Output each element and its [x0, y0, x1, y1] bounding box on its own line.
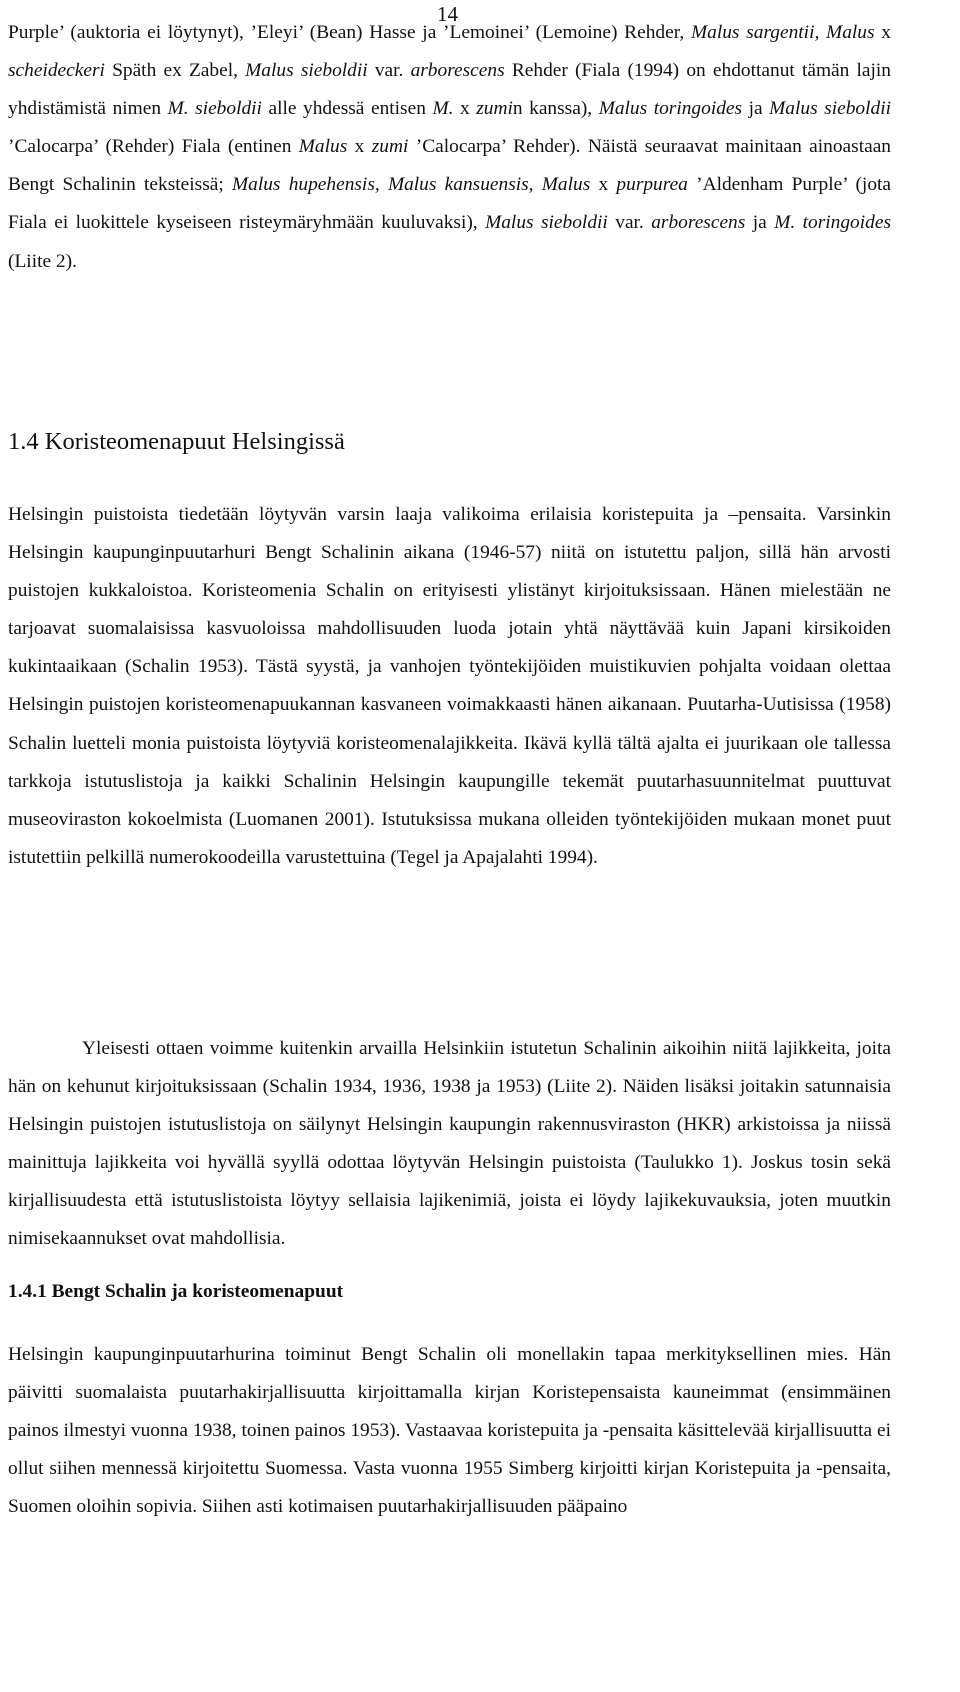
section-1-4-paragraph-2: Yleisesti ottaen voimme kuitenkin arvailla Helsinkiin istutetun Schalinin aikoihin niitä lajikkeita, joita hän on kehunut kirjoituksissaan (Schalin 1934, 1936, 1938 ja 1953) (Liite 2). Näiden lisäksi joitakin satunnaisia Helsingin puistojen istutuslistoja on säilynyt Helsingin kaupungin rakennusviraston (HKR) arkistoissa ja niissä mainittuja lajikkeita voi hyvällä syyllä odottaa löytyvän Helsingin puistoista (Taulukko 1). Joskus tosin sekä kirjallisuudesta että istutuslistoista löytyy sellaisia lajikenimiä, joista ei löydy lajikekuvauksia, joten muutkin nimisekaannukset ovat mahdollisia. — [8, 1038, 891, 1250]
page-number: 14 — [437, 2, 458, 26]
section-heading-1-4: 1.4 Koristeomenapuut Helsingissä — [8, 428, 345, 455]
section-heading-1-4-1: 1.4.1 Bengt Schalin ja koristeomenapuut — [8, 1281, 344, 1302]
section-1-4-paragraph-1: Helsingin puistoista tiedetään löytyvän varsin laaja valikoima erilaisia koristepuita ja –pensaita. Varsinkin Helsingin kaupunginpuutarhuri Bengt Schalinin aikana (1946-57) niitä on istutettu paljon, sillä hän arvosti puistojen kukkaloistoa. Koristeomenia Schalin on erityisesti ylistänyt kirjoituksissaan. Hänen mielestään ne tarjoavat suomalaisissa kasvuoloissa mahdollisuuden luoda jotain yhtä näyttävää kuin Japani kirsikoiden kukintaaikaan (Schalin 1953). Tästä syystä, ja vanhojen työntekijöiden muistikuvien pohjalta voidaan olettaa Helsingin puistojen koristeomenapuukannan kasvaneen voimakkaasti hänen aikanaan. Puutarha-Uutisissa (1958) Schalin luetteli monia puistoista löytyviä koristeomenalajikkeita. Ikävä kyllä tältä ajalta ei juurikaan ole tallessa tarkkoja istutuslistoja ja kaikki Schalinin Helsingin kaupungille tekemät puutarhasuunnitelmat puuttuvat museoviraston kokoelmista (Luomanen 2001). Istutuksissa mukana olleiden työntekijöiden mukaan monet puut istutettiin pelkillä numerokoodeilla varustettuina (Tegel ja Apajalahti 1994). — [8, 504, 891, 868]
section-1-4-1-paragraph-1: Helsingin kaupunginpuutarhurina toiminut Bengt Schalin oli monellakin tapaa merkityksellinen mies. Hän päivitti suomalaista puutarhakirjallisuutta kirjoittamalla kirjan Koristepensaista kauneimmat (ensimmäinen painos ilmestyi vuonna 1938, toinen painos 1953). Vastaavaa koristepuita ja -pensaita käsittelevää kirjallisuutta ei ollut siihen mennessä kirjoitettu Suomessa. Vasta vuonna 1955 Simberg kirjoitti kirjan Koristepuita ja -pensaita, Suomen oloihin sopivia. Siihen asti kotimaisen puutarhakirjallisuuden pääpaino — [8, 1344, 891, 1518]
intro-paragraph: Purple’ (auktoria ei löytynyt), ’Eleyi’ (Bean) Hasse ja ’Lemoinei’ (Lemoine) Rehder, Malus sargentii, Malus x scheideckeri Späth ex Zabel, Malus sieboldii var. arborescens Rehder (Fiala (1994) on ehdottanut tämän lajin yhdistämistä nimen M. sieboldii alle yhdessä entisen M. x zumin kanssa), Malus toringoides ja Malus sieboldii ’Calocarpa’ (Rehder) Fiala (entinen Malus x zumi ’Calocarpa’ Rehder). Näistä seuraavat mainitaan ainoastaan Bengt Schalinin teksteissä; Malus hupehensis, Malus kansuensis, Malus x purpurea ’Aldenham Purple’ (jota Fiala ei luokittele kyseiseen risteymäryhmään kuuluvaksi), Malus sieboldii var. arborescens ja M. toringoides (Liite 2). — [8, 22, 892, 272]
